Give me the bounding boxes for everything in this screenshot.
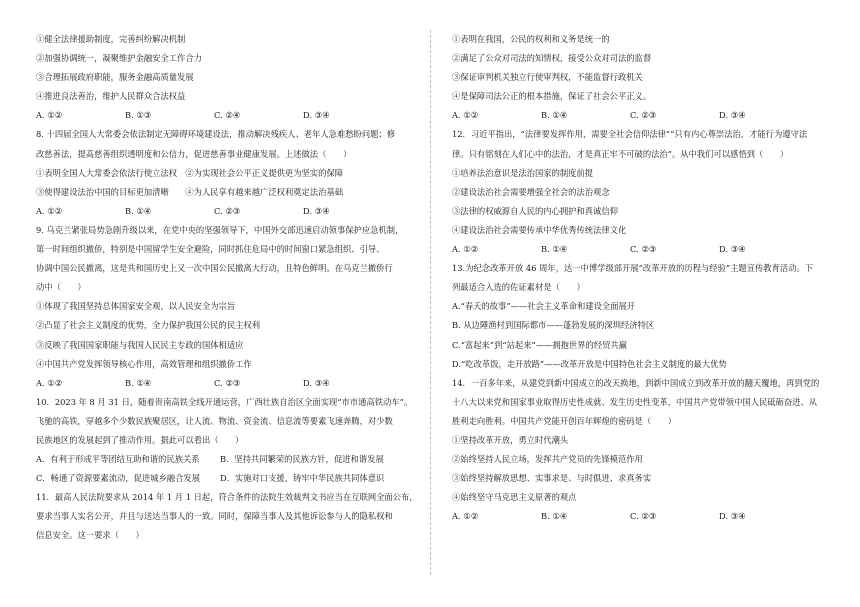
question-7-choices: [36, 110, 418, 121]
option-item: ④始终坚守马克思主义原著的观点: [452, 492, 577, 503]
choice-b[interactable]: B. ①④: [125, 377, 152, 388]
question-9-choices: [36, 378, 418, 389]
question-11-choices: [452, 110, 834, 121]
right-column: [452, 34, 834, 522]
question-stem: 12．习近平指出，“法律要发挥作用，需要全社会信仰法律”“只有内心尊崇法治，才能行为遵守法: [452, 129, 808, 140]
choice-c[interactable]: C. ②③: [214, 205, 241, 216]
option-item: ③始终坚持解放思想、实事求是、与时俱进、求真务实: [452, 473, 652, 484]
choice-d[interactable]: D. ③④: [303, 377, 330, 388]
left-column: [36, 34, 418, 541]
question-stem: 律。只有铭刻在人们心中的法治，才是真正牢不可破的法治”。从中我们可以感悟到（ ）: [452, 148, 789, 159]
question-stem: 要求当事人实名公开，并且与送达当事人的一致。同时，保障当事人及其他诉讼参与人的隐私权和: [36, 511, 393, 522]
question-14: [452, 378, 834, 523]
choice-d[interactable]: D. ③④: [303, 110, 330, 121]
choice-d[interactable]: D.“吃改革饭，走开放路”——改革开放是中国特色社会主义制度的最大优势: [452, 358, 727, 369]
column-divider: [430, 30, 431, 575]
option-item: ④是保障司法公正的根本措施，保证了社会公平正义。: [452, 91, 652, 102]
choice-a[interactable]: A．有利于形成平等团结互助和谐的民族关系: [36, 454, 200, 465]
question-stem: 协调中国公民撤离，这是共和国历史上又一次中国公民撤离大行动，且特色鲜明。在乌克兰撤侨行: [36, 263, 393, 274]
question-stem: 10．2023 年 8 月 31 日，随着贵南高铁全线开通运营，广西壮族自治区全面实现“市市通高铁动车”。: [36, 396, 413, 407]
option-item: ①体现了我国坚持总体国家安全观，以人民安全为宗旨: [36, 301, 236, 312]
question-12: [452, 129, 834, 263]
option-item: ②加强协调统一，凝聚维护金融安全工作合力: [36, 53, 202, 64]
question-10-choices-row2: [36, 473, 418, 484]
choice-a[interactable]: A.“春天的故事”——社会主义革命和建设全面展开: [452, 301, 636, 312]
option-item: ②满足了公众对司法的知情权，接受公众对司法的监督: [452, 53, 652, 64]
question-11-items: [452, 34, 834, 110]
choice-d[interactable]: D. ③④: [303, 205, 330, 216]
option-item: ①表明在我国，公民的权利和义务是统一的: [452, 34, 610, 44]
question-stem: 8. 十四届全国人大常委会依法制定无障碍环境建设法，推动解决残疾人、老年人急难愁盼问题；修: [36, 129, 396, 140]
option-item: ③保证审判机关独立行使审判权，不能监督行政机关: [452, 72, 643, 83]
option-item: ④建设法治社会需要传承中华优秀传统法律文化: [452, 224, 627, 235]
question-14-choices: [452, 511, 834, 522]
choice-b[interactable]: B. ①④: [125, 205, 152, 216]
option-item: ①表明全国人大常委会依法行使立法权 ②为实现社会公平正义提供更为坚实的保障: [36, 167, 343, 178]
option-item: ①坚持改革开放，勇立时代潮头: [452, 434, 569, 445]
choice-a[interactable]: A. ①②: [452, 511, 479, 522]
option-item: ④推进良法善治，维护人民群众合法权益: [36, 91, 186, 102]
choice-c[interactable]: C. ②③: [630, 511, 657, 522]
option-item: ③反映了我国国家职能与我国人民民主专政的国体相适应: [36, 339, 244, 350]
choice-c[interactable]: C．畅通了资源要素流动，促进城乡融合发展: [36, 473, 200, 484]
question-9: [36, 225, 418, 397]
question-stem: 十八大以来党和国家事业取得历史性成就、发生历史性变革，中国共产党带领中国人民砥砺奋进、从: [452, 396, 818, 407]
option-item: ①培养法治意识是法治国家的制度前提: [452, 167, 594, 178]
question-13: [452, 263, 834, 378]
choice-d[interactable]: D. ③④: [719, 110, 746, 121]
option-item: ②始终坚持人民立场，发挥共产党员的先锋模范作用: [452, 454, 643, 465]
choice-c[interactable]: C. ②④: [214, 110, 241, 121]
question-stem: 信息安全。这一要求（ ）: [36, 530, 144, 541]
option-item: ①健全法律援助制度，完善纠纷解决机制: [36, 34, 186, 44]
choice-c[interactable]: C. ②③: [214, 377, 241, 388]
question-10-choices-row1: [36, 454, 418, 465]
question-stem: 14．一百多年来，从建党到新中国成立的改天换地，到新中国成立到改革开放的翻天覆地，再到党的: [452, 377, 820, 388]
choice-b[interactable]: B. ①④: [541, 244, 568, 255]
choice-d[interactable]: D．实施对口支援，铸牢中华民族共同体意识: [220, 473, 385, 484]
choice-a[interactable]: A. ①②: [36, 205, 63, 216]
question-11: [36, 492, 418, 541]
choice-b[interactable]: B. 从边陲渔村到国际都市——蓬勃发展的深圳经济特区: [452, 320, 655, 331]
option-item: ④中国共产党发挥领导核心作用，高效管理和组织撤侨工作: [36, 358, 252, 369]
choice-c[interactable]: C. ②③: [630, 244, 657, 255]
choice-b[interactable]: B. ①③: [125, 110, 152, 121]
choice-b[interactable]: B. ①④: [541, 110, 568, 121]
question-stem: 民族地区的发展起到了推动作用。据此可以看出（ ）: [36, 434, 244, 445]
option-item: ②凸显了社会主义制度的优势，全力保护我国公民的民主权利: [36, 320, 261, 331]
choice-c[interactable]: C. ②③: [630, 110, 657, 121]
choice-a[interactable]: A. ①②: [452, 110, 479, 121]
question-stem: 飞驰的高铁，穿越多个少数民族聚居区，让人流、物流、资金流、信息流等要素飞速奔腾，对少数: [36, 415, 393, 426]
question-stem: 胜利走向胜利。中国共产党能开创百年辉煌的密码是（ ）: [452, 415, 677, 426]
question-8-choices: [36, 206, 418, 217]
choice-d[interactable]: D. ③④: [719, 244, 746, 255]
question-stem: 动中（ ）: [36, 282, 86, 293]
question-stem: 11．最高人民法院要求从 2014 年 1 月 1 日起，符合条件的法院生效裁判文书应当在互联网全面公布，: [36, 492, 418, 503]
question-10: [36, 397, 418, 492]
choice-b[interactable]: B．坚持共同繁荣的民族方针，促进和谐发展: [220, 454, 384, 465]
option-item: ②建设法治社会需要增强全社会的法治观念: [452, 186, 610, 197]
option-item: ③使得建设法治中国的目标更加清晰 ④为人民享有越来越广泛权利奠定法治基础: [36, 186, 343, 197]
choice-d[interactable]: D. ③④: [719, 511, 746, 522]
question-8: [36, 129, 418, 224]
question-stem: 9. 乌克兰紧张局势急剧升级以来，在党中央的坚强领导下，中国外交部迅速启动领事保护应急机制，: [36, 224, 404, 235]
option-item: ③合理拓展政府职能，服务金融高质量发展: [36, 72, 194, 83]
choice-a[interactable]: A. ①②: [36, 377, 63, 388]
choice-c[interactable]: C.“富起来”到“站起来”——拥抱世界的经贸共赢: [452, 339, 628, 350]
question-stem: 改慈善法，提高慈善组织透明度和公信力，促进慈善事业健康发展。上述做法（ ）: [36, 148, 352, 159]
question-7-items: [36, 34, 418, 110]
option-item: ③法律的权威源自人民的内心拥护和真诚信仰: [452, 205, 618, 216]
choice-a[interactable]: A. ①②: [452, 244, 479, 255]
question-stem: 列最适合入选的佐证素材是（ ）: [452, 282, 585, 293]
choice-a[interactable]: A. ①②: [36, 110, 63, 121]
choice-b[interactable]: B. ①④: [541, 511, 568, 522]
question-stem: 第一时间组织撤侨，特别是中国留学生安全避险，同时抓住危局中的时间窗口紧急组织、引导、: [36, 244, 385, 255]
question-12-choices: [452, 244, 834, 255]
question-stem: 13.为纪念改革开放 46 周年，达一中博学级部开展“改革开放的历程与经验”主题宣传教育活动。下: [452, 263, 814, 274]
